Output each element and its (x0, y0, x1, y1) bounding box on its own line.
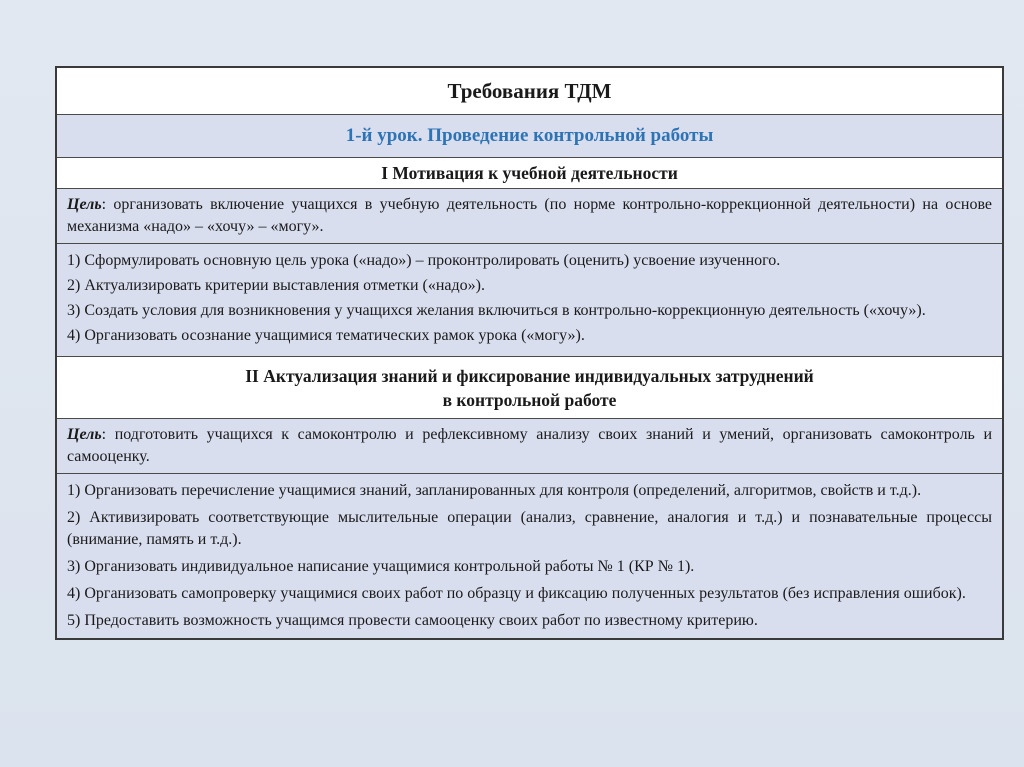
section-1-list (57, 244, 1002, 357)
section-2-goal (57, 419, 1002, 474)
list-item: 5) Предоставить возможность учащимся провести самооценку своих работ по известному критерию. (67, 612, 758, 629)
section-2-heading-line-1: II Актуализация знаний и фиксирование индивидуальных затруднений (245, 365, 814, 386)
section-1-goal (57, 189, 1002, 244)
requirements-table (55, 66, 1004, 640)
list-item: 4) Организовать осознание учащимися тематических рамок урока («могу»). (67, 327, 585, 344)
goal-text: : организовать включение учащихся в учебную деятельность (по норме контрольно-коррекционной деятельности) на основе механизма «надо» – «хочу» – «могу». (67, 196, 992, 235)
table-title: Требования ТДМ (57, 68, 1002, 115)
section-2-list (57, 474, 1002, 638)
goal-label: Цель (67, 426, 102, 443)
list-item: 1) Сформулировать основную цель урока («надо») – проконтролировать (оценить) усвоение изученного. (67, 252, 781, 269)
goal-text: : подготовить учащихся к самоконтролю и рефлексивному анализу своих знаний и умений, организовать самоконтроль и самооценку. (67, 426, 992, 465)
list-item: 2) Активизировать соответствующие мыслительные операции (анализ, сравнение, аналогия и т.д.) и познавательные процессы (внимание, память и т.д.). (67, 509, 992, 548)
goal-label: Цель (67, 196, 102, 213)
lesson-subtitle: 1-й урок. Проведение контрольной работы (57, 115, 1002, 158)
list-item: 2) Актуализировать критерии выставления отметки («надо»). (67, 277, 485, 294)
list-item: 4) Организовать самопроверку учащимися своих работ по образцу и фиксацию полученных результатов (без исправления ошибок). (67, 585, 966, 602)
section-1-heading: I Мотивация к учебной деятельности (57, 158, 1002, 189)
list-item: 3) Создать условия для возникновения у учащихся желания включиться в контрольно-коррекционную деятельность («хочу»). (67, 302, 926, 319)
section-2-heading (57, 357, 1002, 419)
list-item: 3) Организовать индивидуальное написание учащимися контрольной работы № 1 (КР № 1). (67, 558, 695, 575)
section-2-heading-line-2: в контрольной работе (442, 389, 617, 410)
list-item: 1) Организовать перечисление учащимися знаний, запланированных для контроля (определений, алгоритмов, свойств и т.д.). (67, 482, 922, 499)
